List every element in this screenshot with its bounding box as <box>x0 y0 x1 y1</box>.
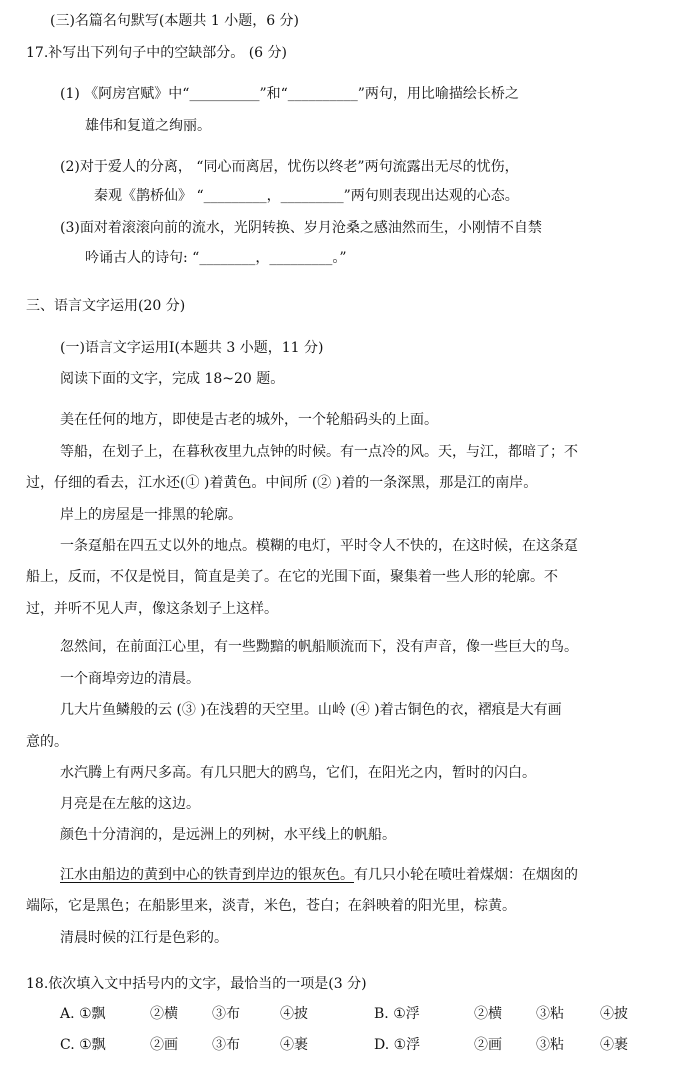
passage-paragraph <box>60 866 578 884</box>
option-row <box>60 1005 628 1023</box>
option-c-3: ③布 <box>212 1037 240 1053</box>
option-c-2: ②画 <box>150 1037 178 1053</box>
option-a-2: ②横 <box>150 1006 178 1022</box>
option-d-label[interactable]: D. ①浮 <box>374 1037 421 1053</box>
passage-paragraph: 美在任何的地方，即使是古老的城外，一个轮船码头的上面。 <box>60 412 438 428</box>
q17-item-2-line-2: 秦观《鹊桥仙》 “_________，_________”两句则表现出达观的心态。 <box>94 188 519 204</box>
passage-paragraph: 等船，在划子上，在暮秋夜里九点钟的时候。有一点冷的风。天，与江，都暗了；不 <box>60 444 578 460</box>
option-b-3: ③粘 <box>536 1006 564 1022</box>
option-c-label[interactable]: C. ①飘 <box>60 1037 106 1053</box>
option-b-2: ②横 <box>474 1006 502 1022</box>
passage-paragraph: 月亮是在左舷的这边。 <box>60 796 200 812</box>
passage-text: 有几只小轮在喷吐着煤烟：在烟囱的 <box>354 867 578 883</box>
section-heading: (三)名篇名句默写(本题共 1 小题，6 分) <box>50 13 300 29</box>
question-18-stem: 18.依次填入文中括号内的文字，最恰当的一项是(3 分) <box>26 976 367 992</box>
passage-paragraph: 几大片鱼鳞般的云 (③ )在浅碧的天空里。山岭 (④ )着古铜色的衣，褶痕是大有画 <box>60 702 562 718</box>
sub-heading: (一)语言文字运用Ⅰ(本题共 3 小题，11 分) <box>60 340 324 356</box>
passage-paragraph-continued: 船上，反而，不仅是悦目，简直是美了。在它的光围下面，聚集着一些人形的轮廓。不 <box>26 569 558 585</box>
q17-item-1-line-2: 雄伟和复道之绚丽。 <box>85 118 211 134</box>
reading-instruction: 阅读下面的文字，完成 18~20 题。 <box>60 371 285 387</box>
q17-item-2-line-1: (2)对于爱人的分离， “同心而离居，忧伤以终老”两句流露出无尽的忧伤， <box>60 159 519 175</box>
section-title: 三、语言文字运用(20 分) <box>26 298 186 314</box>
option-a-label[interactable]: A. ①飘 <box>60 1006 106 1022</box>
option-c-4: ④裹 <box>280 1037 308 1053</box>
underlined-sentence: 江水由船边的黄到中心的铁青到岸边的银灰色。 <box>60 867 354 883</box>
question-17-stem: 17.补写出下列句子中的空缺部分。 (6 分) <box>26 45 287 61</box>
passage-paragraph: 水汽腾上有两尺多高。有几只肥大的鸥鸟，它们，在阳光之内，暂时的闪白。 <box>60 765 536 781</box>
passage-paragraph: 清晨时候的江行是色彩的。 <box>60 930 228 946</box>
passage-paragraph-continued: 过，并听不见人声，像这条划子上这样。 <box>26 601 278 617</box>
passage-paragraph: 一条趸船在四五丈以外的地点。模糊的电灯，平时令人不快的，在这时候，在这条趸 <box>60 538 578 554</box>
passage-paragraph: 颜色十分清润的，是远洲上的列树，水平线上的帆船。 <box>60 827 396 843</box>
passage-paragraph: 忽然间，在前面江心里，有一些黝黯的帆船顺流而下，没有声音，像一些巨大的鸟。 <box>60 639 578 655</box>
passage-paragraph-continued: 意的。 <box>26 734 68 750</box>
q17-item-3-line-1: (3)面对着滚滚向前的流水，光阴转换、岁月沧桑之感油然而生，小刚情不自禁 <box>60 220 542 236</box>
passage-paragraph: 一个商埠旁边的清晨。 <box>60 671 200 687</box>
option-d-4: ④裹 <box>600 1037 628 1053</box>
passage-paragraph: 岸上的房屋是一排黑的轮廓。 <box>60 507 242 523</box>
option-d-2: ②画 <box>474 1037 502 1053</box>
option-b-label[interactable]: B. ①浮 <box>374 1006 420 1022</box>
option-b-4: ④披 <box>600 1006 628 1022</box>
option-d-3: ③粘 <box>536 1037 564 1053</box>
option-a-4: ④披 <box>280 1006 308 1022</box>
q17-item-1-line-1: (1) 《阿房宫赋》中“__________”和“__________”两句，用比喻描绘长桥之 <box>60 86 519 102</box>
q17-item-3-line-2: 吟诵古人的诗句: “________，_________。” <box>85 250 347 266</box>
option-row <box>60 1036 628 1054</box>
passage-paragraph-continued: 过，仔细的看去，江水还(① )着黄色。中间所 (② )着的一条深黑，那是江的南岸。 <box>26 475 538 491</box>
passage-paragraph-continued: 端际，它是黑色；在船影里来，淡青，米色，苍白；在斜映着的阳光里，棕黄。 <box>26 898 516 914</box>
option-a-3: ③布 <box>212 1006 240 1022</box>
